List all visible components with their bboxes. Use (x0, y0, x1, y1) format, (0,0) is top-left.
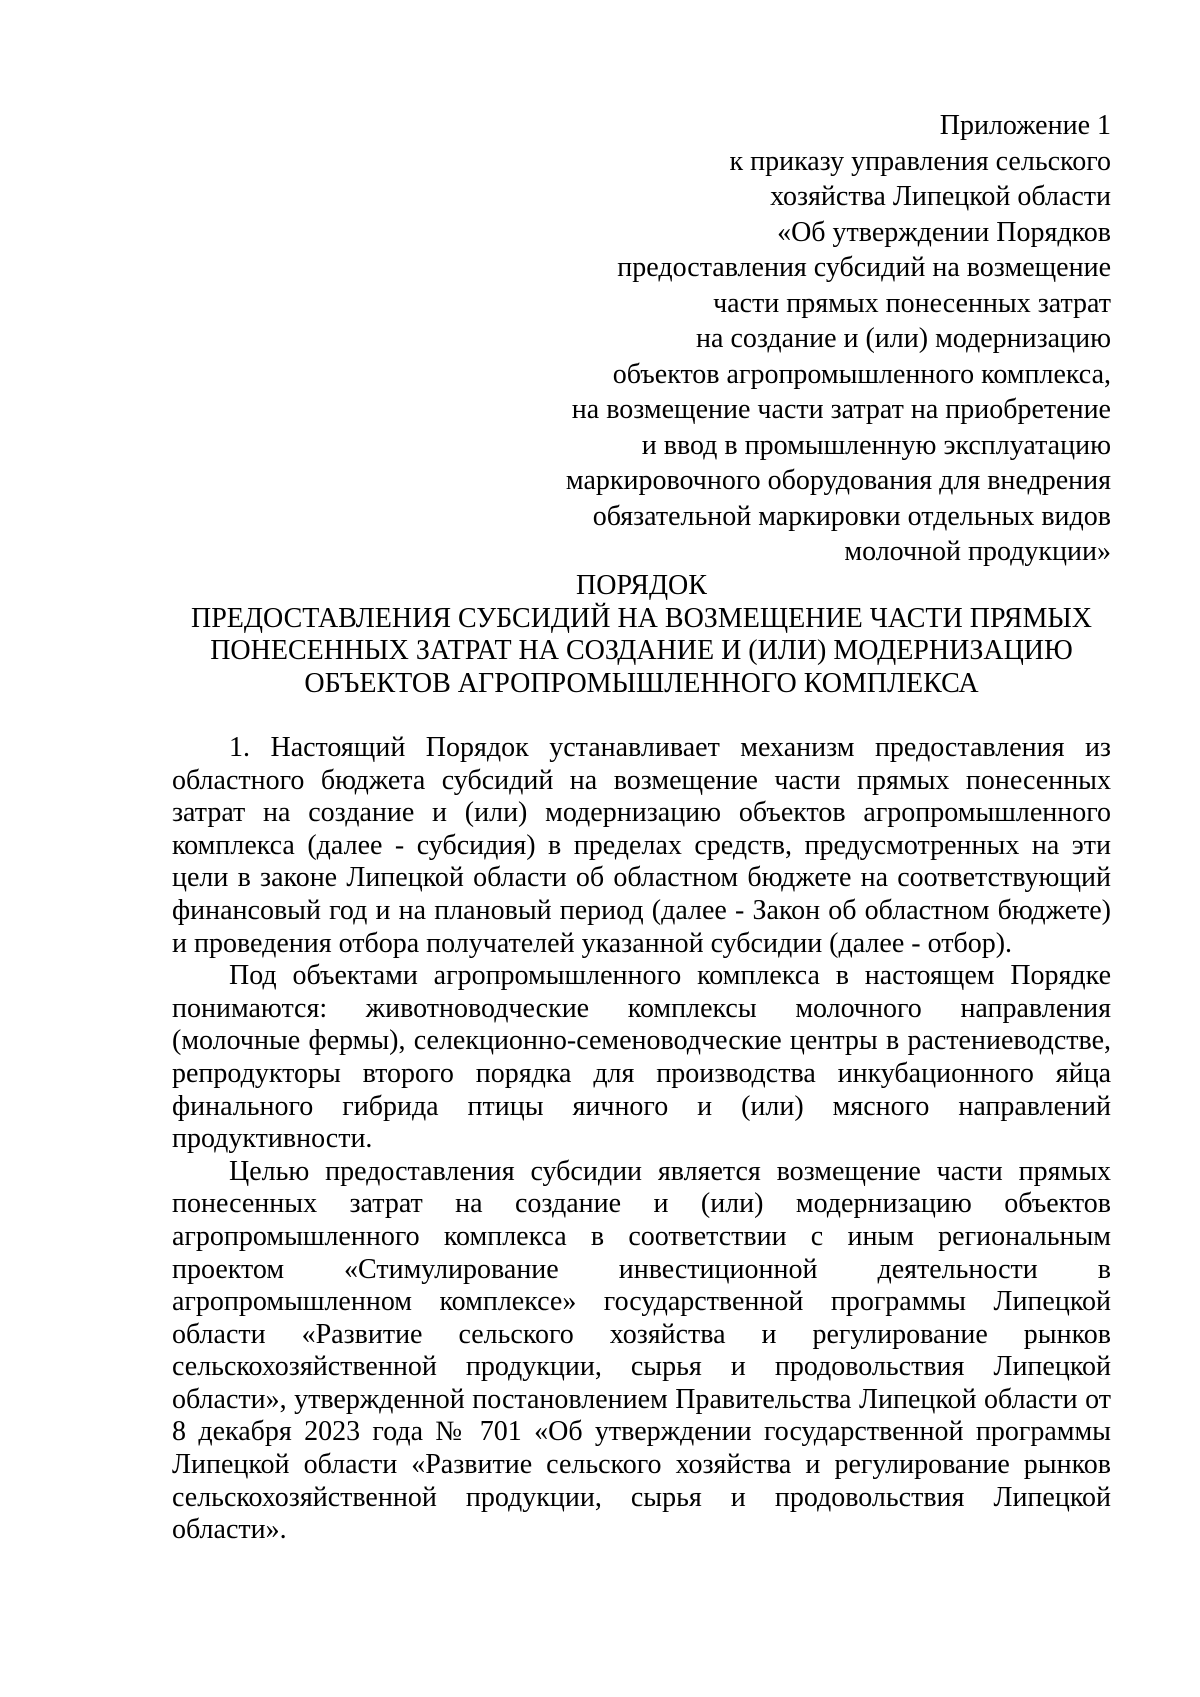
body-paragraph: Целью предоставления субсидии является возмещение части прямых понесенных затрат на создание и (или) модернизацию объектов агропромышленного комплекса в соответствии с иным региональным проектом «Стимулирование инвестиционной деятельности в агропромышленном комплексе» государственной программы Липецкой области «Развитие сельского хозяйства и регулирование рынков сельскохозяйственной продукции, сырья и продовольствия Липецкой области», утвержденной постановлением Правительства Липецкой области от 8 декабря 2023 года № 701 «Об утверждении государственной программы Липецкой области «Развитие сельского хозяйства и регулирование рынков сельскохозяйственной продукции, сырья и продовольствия Липецкой области». (172, 1155, 1111, 1546)
body-paragraph: Под объектами агропромышленного комплекса в настоящем Порядке понимаются: животноводческие комплексы молочного направления (молочные фермы), селекционно-семеноводческие центры в растениеводстве, репродукторы второго порядка для производства инкубационного яйца финального гибрида птицы яичного и (или) мясного направлений продуктивности. (172, 960, 1111, 1155)
title-line: ПРЕДОСТАВЛЕНИЯ СУБСИДИЙ НА ВОЗМЕЩЕНИЕ ЧАСТИ ПРЯМЫХ (191, 602, 1092, 634)
appendix-line: к приказу управления сельского (729, 145, 1111, 177)
appendix-line: хозяйства Липецкой области (770, 181, 1111, 212)
appendix-line: на создание и (или) модернизацию (696, 323, 1111, 354)
document-title (172, 570, 1111, 700)
appendix-line: обязательной маркировки отдельных видов (592, 500, 1111, 532)
appendix-line: предоставления субсидий на возмещение (617, 252, 1111, 283)
appendix-line: маркировочного оборудования для внедрения (565, 465, 1111, 496)
appendix-line: на возмещение части затрат на приобретение (571, 394, 1111, 425)
title-line: ОБЪЕКТОВ АГРОПРОМЫШЛЕННОГО КОМПЛЕКСА (304, 667, 979, 699)
appendix-line: и ввод в промышленную эксплуатацию (641, 429, 1111, 461)
appendix-line: молочной продукции» (844, 536, 1111, 567)
appendix-line: Приложение 1 (939, 110, 1111, 141)
appendix-line: части прямых понесенных затрат (713, 287, 1111, 319)
appendix-line: «Об утверждении Порядков (777, 216, 1111, 248)
document-body (172, 732, 1111, 1547)
body-paragraph: 1. Настоящий Порядок устанавливает механизм предоставления из областного бюджета субсидий на возмещение части прямых понесенных затрат на создание и (или) модернизацию объектов агропромышленного комплекса (далее - субсидия) в пределах средств, предусмотренных на эти цели в законе Липецкой области об областном бюджете на соответствующий финансовый год и на плановый период (далее - Закон об областном бюджете) и проведения отбора получателей указанной субсидии (далее - отбор). (172, 732, 1111, 959)
appendix-line: объектов агропромышленного комплекса, (612, 358, 1111, 390)
title-line: ПОРЯДОК (576, 570, 707, 601)
appendix-header (471, 108, 1111, 570)
title-line: ПОНЕСЕННЫХ ЗАТРАТ НА СОЗДАНИЕ И (ИЛИ) МОДЕРНИЗАЦИЮ (210, 635, 1073, 666)
